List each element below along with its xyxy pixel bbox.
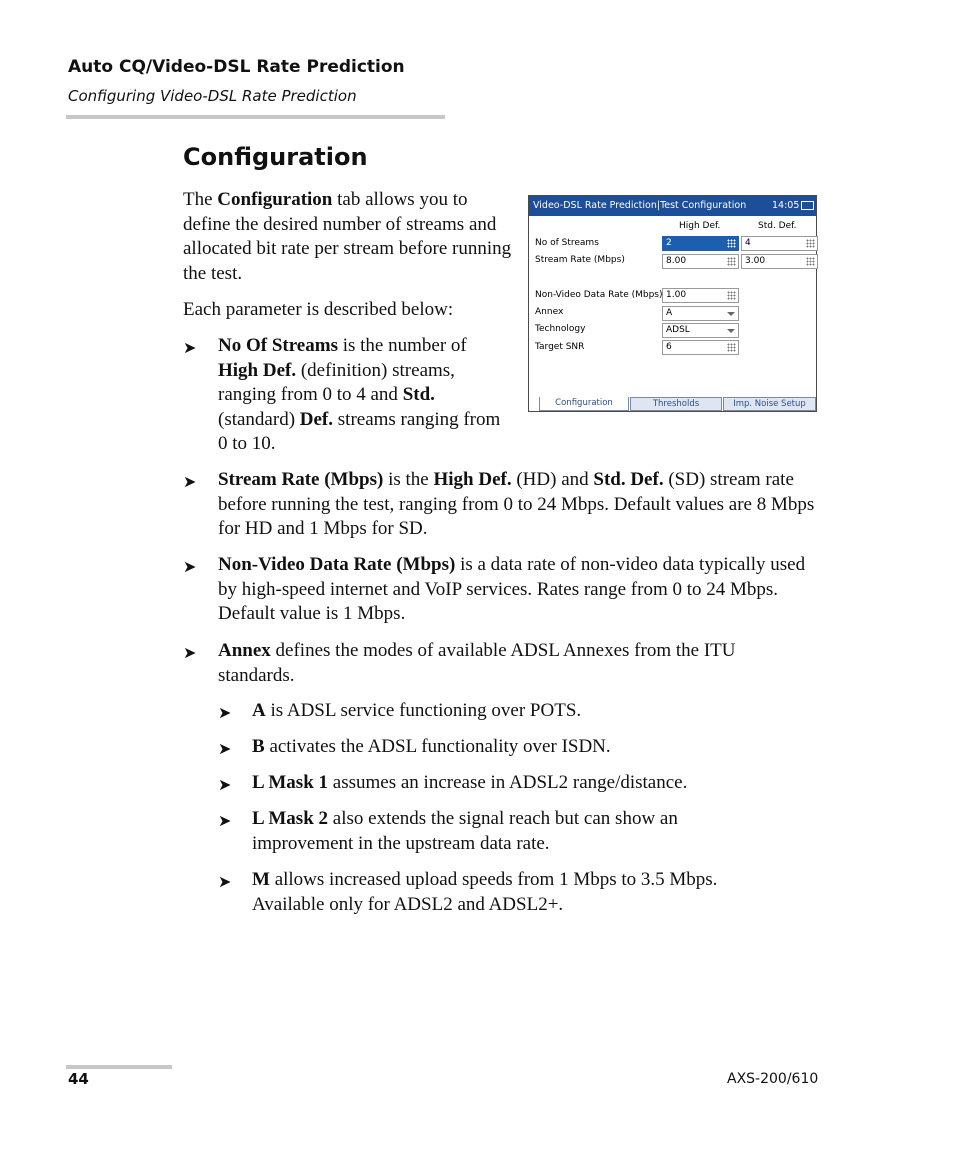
keypad-icon (727, 257, 736, 266)
label-technology: Technology (535, 324, 586, 334)
product-name: AXS-200/610 (727, 1071, 819, 1087)
keypad-icon (727, 239, 736, 248)
bullet-arrow-icon: ➤ (183, 643, 197, 662)
non-video-rate-field[interactable]: 1.00 (662, 288, 739, 303)
label-non-video-rate: Non-Video Data Rate (Mbps) (535, 290, 663, 300)
header-rule (66, 115, 445, 119)
battery-icon (801, 201, 814, 210)
sub-bullet-annex-b: B activates the ADSL functionality over ISDN. (252, 736, 611, 757)
chevron-down-icon (727, 329, 735, 333)
sub-bullet-annex-m: M allows increased upload speeds from 1 Mbps to 3.5 Mbps. Available only for ADSL2 and ADSL2+. (252, 869, 718, 915)
keypad-icon (727, 291, 736, 300)
target-snr-field[interactable]: 6 (662, 340, 739, 355)
keypad-icon (806, 257, 815, 266)
keypad-icon (806, 239, 815, 248)
technology-select[interactable]: ADSL (662, 323, 739, 338)
label-annex: Annex (535, 307, 564, 317)
label-no-of-streams: No of Streams (535, 238, 599, 248)
column-header-std-def: Std. Def. (758, 221, 797, 231)
sub-bullet-l-mask-1: L Mask 1 assumes an increase in ADSL2 range/distance. (252, 772, 688, 793)
hd-streams-field[interactable]: 2 (662, 236, 739, 251)
sub-bullet-arrow-icon: ➤ (218, 703, 232, 722)
annex-select[interactable]: A (662, 306, 739, 321)
sub-bullet-annex-a: A is ADSL service functioning over POTS. (252, 700, 582, 721)
hd-rate-field[interactable]: 8.00 (662, 254, 739, 269)
footer-rule (66, 1065, 172, 1069)
intro-paragraph: The Configuration tab allows you to define the desired number of streams and allocated bit rate per stream before running the test. (183, 189, 512, 284)
tab-thresholds[interactable]: Thresholds (630, 397, 722, 411)
sub-bullet-arrow-icon: ➤ (218, 775, 232, 794)
label-target-snr: Target SNR (535, 342, 585, 352)
screen-title-bar (529, 196, 816, 216)
screen-title: Video-DSL Rate Prediction|Test Configuration (533, 200, 747, 211)
section-heading: Configuration (183, 143, 368, 171)
screen-tab-bar (529, 397, 816, 411)
bullet-arrow-icon: ➤ (183, 472, 197, 491)
column-header-high-def: High Def. (679, 221, 721, 231)
sd-streams-field[interactable]: 4 (741, 236, 818, 251)
bullet-no-of-streams: No Of Streams is the number of High Def. (definition) streams, ranging from 0 to 4 and Std. (standard) Def. streams ranging from 0 to 10. (218, 335, 501, 455)
screen-clock: 14:05 (772, 200, 800, 211)
bullet-arrow-icon: ➤ (183, 338, 197, 357)
tab-configuration[interactable]: Configuration (539, 397, 629, 411)
device-screenshot (528, 195, 817, 412)
bullet-non-video-rate: Non-Video Data Rate (Mbps) is a data rate of non-video data typically used by high-speed internet and VoIP services. Rates range from 0 to 24 Mbps. Default value is 1 Mbps. (218, 554, 806, 625)
sub-bullet-arrow-icon: ➤ (218, 811, 232, 830)
keypad-icon (727, 343, 736, 352)
label-stream-rate: Stream Rate (Mbps) (535, 255, 625, 265)
tab-imp-noise-setup[interactable]: Imp. Noise Setup (723, 397, 816, 411)
sub-bullet-arrow-icon: ➤ (218, 872, 232, 891)
bullet-arrow-icon: ➤ (183, 557, 197, 576)
running-header-title: Auto CQ/Video-DSL Rate Prediction (68, 57, 405, 77)
chevron-down-icon (727, 312, 735, 316)
sub-bullet-l-mask-2: L Mask 2 also extends the signal reach but can show an improvement in the upstream data rate. (252, 808, 678, 854)
sd-rate-field[interactable]: 3.00 (741, 254, 818, 269)
bullet-annex: Annex defines the modes of available ADSL Annexes from the ITU standards. (218, 640, 736, 686)
sub-bullet-arrow-icon: ➤ (218, 739, 232, 758)
bullet-stream-rate: Stream Rate (Mbps) is the High Def. (HD) and Std. Def. (SD) stream rate before running the test, ranging from 0 to 24 Mbps. Default values are 8 Mbps for HD and 1 Mbps for SD. (218, 469, 815, 540)
running-header-subtitle: Configuring Video-DSL Rate Prediction (68, 87, 357, 105)
page-number: 44 (68, 1070, 89, 1088)
params-intro: Each parameter is described below: (183, 299, 454, 320)
